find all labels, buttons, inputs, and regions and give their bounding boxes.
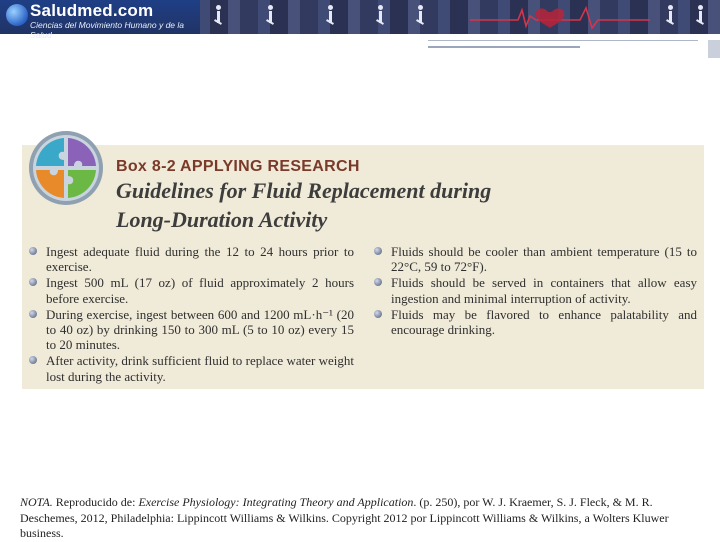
note-book-title: Exercise Physiology: Integrating Theory and Application [138,495,414,509]
header-banner [0,0,720,40]
runner-icon [695,5,705,31]
source-note [20,495,700,542]
puzzle-icon [28,130,104,206]
bullet-icon [29,310,37,318]
bullet-icon [374,278,382,286]
list-item [28,275,354,305]
list-item [28,353,354,383]
list-item [28,307,354,353]
runner-icon [325,5,335,31]
decorative-corner-block [708,40,720,58]
list-item [28,244,354,274]
bullet-icon [29,278,37,286]
guidelines-left-column [28,244,354,385]
list-item [373,307,697,337]
box-title [116,176,491,234]
box-title-line: Long-Duration Activity [116,207,328,232]
box-label: Box 8-2 APPLYING RESEARCH [116,158,360,175]
note-text: . (p. 250), por W. J. Kraemer, S. J. Fleck, & M. R. Deschemes, 2012, Philadelphia: Lippincott Williams & Wilkins. Copyright 2012 por Lippincott Williams & Wilkins, a Wolters Kluwer business. [20,495,669,540]
logo-subtitle: Ciencias del Movimiento Humano y de la Salud [30,20,185,40]
runner-icon [265,5,275,31]
box-title-line: Guidelines for Fluid Replacement during [116,178,492,203]
runner-icon [213,5,223,31]
runner-icon [665,5,675,31]
list-item-text: Ingest adequate fluid during the 12 to 24 hours prior to exercise. [46,244,354,275]
list-item-text: During exercise, ingest between 600 and 1200 mL·h⁻¹ (20 to 40 oz) by drinking 150 to 300 mL (5 to 10 oz) every 15 to 20 minutes. [46,306,354,353]
heart-ecg-icon [470,4,650,30]
list-item-text: Ingest 500 mL (17 oz) of fluid approximately 2 hours before exercise. [46,275,354,306]
list-item [373,275,697,305]
bullet-icon [29,247,37,255]
note-text: Reproducido de: [52,495,139,509]
runner-icon [415,5,425,31]
bullet-icon [29,356,37,364]
guidelines-right-column [373,244,697,338]
site-logo[interactable] [0,0,200,40]
list-item [373,244,697,274]
list-item-text: Fluids may be flavored to enhance palatability and encourage drinking. [391,306,697,338]
runner-icon [375,5,385,31]
list-item-text: Fluids should be served in containers that allow easy ingestion and minimal interruption of activity. [391,275,697,306]
logo-globe-icon [6,4,28,26]
decorative-divider [428,46,580,48]
bullet-icon [374,247,382,255]
bullet-icon [374,310,382,318]
logo-title: Saludmed.com [30,1,154,20]
list-item-text: After activity, drink sufficient fluid to replace water weight lost during the activity. [46,353,354,384]
decorative-divider [428,40,698,41]
list-item-text: Fluids should be cooler than ambient temperature (15 to 22°C, 59 to 72°F). [391,244,697,275]
note-lead: NOTA. [20,495,53,509]
